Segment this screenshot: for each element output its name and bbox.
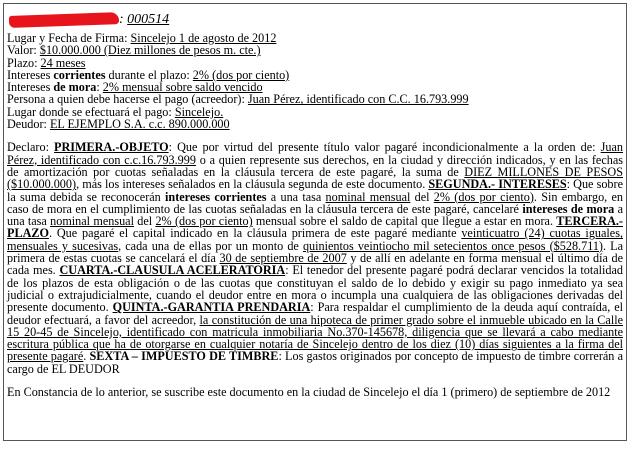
underlined-term: veinticuatro (24) cuotas iguales, mensuales y sucesivas <box>7 226 623 253</box>
body-run: : Que sobre la suma debida se reconocerán <box>7 177 623 204</box>
clause-heading: PRIMERA.-OBJETO <box>54 140 169 155</box>
clause-heading: SEGUNDA.- INTERESES <box>428 177 567 192</box>
body-run: . Sin embargo, en caso de mora en el cumplimiento de las cuotas señaladas en la cláusula tercera de este pagaré, cancelaré <box>7 189 623 216</box>
field-value: 2% mensual sobre saldo vencido <box>102 80 263 95</box>
document-header <box>7 10 623 32</box>
document-number: 000514 <box>127 12 170 27</box>
clause-heading: intereses corrientes <box>165 189 267 204</box>
underlined-term: DIEZ MILLONES DE PESOS ($10.000.000) <box>7 164 623 192</box>
field-value: EL EJEMPLO S.A. c.c. 890.000.000 <box>49 117 230 132</box>
field-debtor: Deudor: EL EJEMPLO S.A. c.c. 890.000.000 <box>7 117 230 132</box>
body-run: : Para respaldar el cumplimiento de la deuda aquí contraída, el deudor efectuará, a favor del acreedor, <box>7 300 623 327</box>
underlined-term: nominal mensual <box>325 189 411 204</box>
body-run: : Que por virtud del presente título valor pagaré incondicionalmente a la orden de: <box>168 140 601 155</box>
body-run: . Que pagaré el capital indicado en la cláusula primera de este pagaré mediante <box>48 226 462 241</box>
underlined-term: 2% (dos por ciento) <box>155 214 253 229</box>
body-run: a una tasa <box>266 189 326 204</box>
field-term: Plazo: 24 meses <box>7 55 86 70</box>
clause-heading: TERCERA.- PLAZO <box>7 214 623 241</box>
body-run: del <box>133 214 156 229</box>
body-run: o a quien represente sus derechos, en la ciudad y dirección indicados, y en las fechas de amortización por cuotas señaladas en la cláusula tercera de este pagaré, la suma de <box>7 152 624 179</box>
clause-heading: QUINTA.-GARANTIA PRENDARIA <box>112 300 311 315</box>
underlined-term: quinientos veintiocho mil setecientos once pesos ($528.711) <box>302 238 603 253</box>
field-place-date: Lugar y Fecha de Firma: Sincelejo 1 de agosto de 2012 <box>7 31 277 45</box>
field-creditor: Persona a quien debe hacerse el pago (acreedor): Juan Pérez, identificado con C.C. 16.793.999 <box>7 92 469 107</box>
field-value: $10.000.000 (Diez millones de pesos m. cte.) <box>39 43 261 58</box>
body-run: : Los gastos originados por concepto de impuesto de timbre correrán a cargo de EL DEUDOR <box>7 349 623 376</box>
clause-heading: intereses de mora <box>522 201 615 216</box>
body-run: mensual sobre el saldo de capital que llegue a estar en mora. <box>252 214 557 229</box>
field-value: 2% (dos por ciento) <box>192 67 290 82</box>
document-page <box>3 3 627 441</box>
clause-heading: CUARTA.-CLAUSULA ACELERATORIA <box>59 263 286 278</box>
field-value: 24 meses <box>40 55 86 70</box>
underlined-term: 30 de septiembre de 2007 <box>219 251 347 266</box>
body-run: , cada una de ellas por un monto de <box>118 238 303 253</box>
field-current-interest: Intereses corrientes durante el plazo: 2% (dos por ciento) <box>7 67 290 82</box>
underlined-term: nominal mensual <box>50 214 134 229</box>
underlined-term: 2% (dos por ciento) <box>433 189 534 204</box>
redaction-mark <box>9 12 119 28</box>
underlined-term: Juan Pérez, identificado con c.c.16.793.999 <box>7 140 623 167</box>
body-run: . <box>83 349 90 364</box>
body-run: : El tenedor del presente pagaré podrá declarar vencidos la totalidad de los plazos de esta obligación o de las cuotas que constituyan el saldo de lo debido y exigir su pago inmediato ya sea judicial o extrajudicialmente, cuando el deudor entre en mora o incumpla una cualquiera de las obligaciones derivadas del presente documento. <box>7 263 623 315</box>
body-run: y de allí en adelante en forma mensual el último día de cada mes. <box>7 251 624 278</box>
field-value: Sincelejo 1 de agosto de 2012 <box>130 31 277 45</box>
terms-list <box>7 32 623 130</box>
field-value-amount: Valor: $10.000.000 (Diez millones de pesos m. cte.) <box>7 43 261 58</box>
underlined-term: la constitución de una hipoteca de primer grado sobre el inmueble ubicado en la Calle 15 20-45 de Sincelejo, identificado con matricula inmobiliaria No.370-145678, diligencia que se llevará a cabo mediante escritura pública que ha de otorgarse en cualquier notaría de Sincelejo dentro de los diez (10) días siguientes a la firma del presente pagaré <box>7 312 624 364</box>
body-run: del <box>410 189 434 204</box>
contract-body <box>7 141 623 375</box>
body-run: a una tasa <box>7 201 623 229</box>
closing-statement: En Constancia de lo anterior, se suscribe este documento en la ciudad de Sincelejo el día 1 (primero) de septiembre de 2012 <box>7 385 611 400</box>
clause-heading: SEXTA – IMPUESTO DE TIMBRE <box>89 349 279 364</box>
field-payment-place: Lugar donde se efectuará el pago: Sincelejo. <box>7 104 224 119</box>
field-value: Sincelejo. <box>174 104 224 119</box>
document-number-line: : 000514 <box>119 12 170 27</box>
field-default-interest: Intereses de mora: 2% mensual sobre saldo vencido <box>7 80 263 95</box>
field-value: Juan Pérez, identificado con C.C. 16.793.999 <box>247 92 469 107</box>
body-run: , más los intereses señalados en la cláusula segunda de este documento. <box>76 177 429 192</box>
body-run: Declaro: <box>7 140 55 155</box>
document-content <box>7 10 623 398</box>
body-run: . La primera de estas cuotas se cancelará el día <box>7 238 624 266</box>
